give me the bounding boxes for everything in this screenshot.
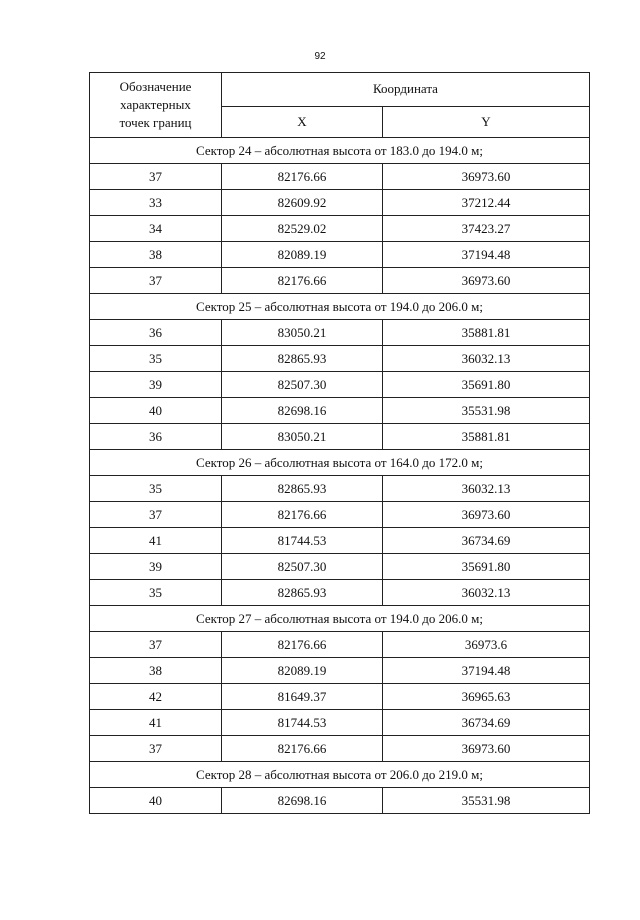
y-cell: 36032.13 [383, 580, 590, 606]
x-cell: 81744.53 [222, 710, 383, 736]
table-row [90, 580, 590, 606]
x-cell: 82698.16 [222, 398, 383, 424]
x-cell: 82698.16 [222, 788, 383, 814]
point-cell: 35 [90, 580, 222, 606]
point-cell: 35 [90, 346, 222, 372]
x-header: X [222, 106, 383, 137]
point-cell: 42 [90, 684, 222, 710]
table-row [90, 164, 590, 190]
point-cell: 36 [90, 424, 222, 450]
x-cell: 82176.66 [222, 736, 383, 762]
point-cell: 41 [90, 710, 222, 736]
point-cell: 40 [90, 398, 222, 424]
table-row [90, 424, 590, 450]
y-cell: 36973.60 [383, 164, 590, 190]
point-cell: 39 [90, 554, 222, 580]
y-cell: 36973.60 [383, 502, 590, 528]
coordinates-table [89, 72, 590, 814]
table-row [90, 190, 590, 216]
point-cell: 37 [90, 268, 222, 294]
x-cell: 82609.92 [222, 190, 383, 216]
sector-heading-row [90, 294, 590, 320]
table-row [90, 736, 590, 762]
x-cell: 81744.53 [222, 528, 383, 554]
point-cell: 38 [90, 658, 222, 684]
point-cell: 40 [90, 788, 222, 814]
x-cell: 82507.30 [222, 372, 383, 398]
table-row [90, 372, 590, 398]
sector-heading-row [90, 138, 590, 164]
sector-title: Сектор 28 – абсолютная высота от 206.0 до 219.0 м; [90, 762, 590, 788]
x-cell: 82176.66 [222, 632, 383, 658]
point-cell: 36 [90, 320, 222, 346]
x-cell: 82865.93 [222, 476, 383, 502]
y-cell: 36032.13 [383, 476, 590, 502]
table-row [90, 684, 590, 710]
sector-title: Сектор 25 – абсолютная высота от 194.0 до 206.0 м; [90, 294, 590, 320]
table-row [90, 268, 590, 294]
x-cell: 82507.30 [222, 554, 383, 580]
table-row [90, 502, 590, 528]
x-cell: 82529.02 [222, 216, 383, 242]
sector-heading-row [90, 450, 590, 476]
point-label-line: Обозначение [119, 79, 192, 94]
y-cell: 35691.80 [383, 372, 590, 398]
coordinate-header: Координата [222, 73, 590, 107]
point-label-header [90, 73, 222, 138]
point-cell: 37 [90, 736, 222, 762]
y-cell: 36973.60 [383, 268, 590, 294]
point-cell: 37 [90, 164, 222, 190]
y-cell: 36973.6 [383, 632, 590, 658]
x-cell: 83050.21 [222, 320, 383, 346]
y-header: Y [383, 106, 590, 137]
table-row [90, 242, 590, 268]
y-cell: 36734.69 [383, 710, 590, 736]
point-label-line: точек границ [119, 115, 192, 130]
table-row [90, 216, 590, 242]
x-cell: 82176.66 [222, 164, 383, 190]
sector-title: Сектор 26 – абсолютная высота от 164.0 до 172.0 м; [90, 450, 590, 476]
coordinates-table-body [90, 73, 590, 814]
page-number: 92 [314, 51, 326, 62]
point-cell: 37 [90, 502, 222, 528]
x-cell: 81649.37 [222, 684, 383, 710]
point-label-line: характерных [120, 97, 191, 112]
y-cell: 37212.44 [383, 190, 590, 216]
table-row [90, 710, 590, 736]
y-cell: 36734.69 [383, 528, 590, 554]
header-row [90, 73, 590, 107]
table-row [90, 788, 590, 814]
x-cell: 82176.66 [222, 268, 383, 294]
x-cell: 82865.93 [222, 580, 383, 606]
x-cell: 83050.21 [222, 424, 383, 450]
x-cell: 82865.93 [222, 346, 383, 372]
table-row [90, 658, 590, 684]
x-cell: 82089.19 [222, 242, 383, 268]
y-cell: 36032.13 [383, 346, 590, 372]
sector-title: Сектор 27 – абсолютная высота от 194.0 до 206.0 м; [90, 606, 590, 632]
point-cell: 33 [90, 190, 222, 216]
point-cell: 39 [90, 372, 222, 398]
point-cell: 35 [90, 476, 222, 502]
y-cell: 37423.27 [383, 216, 590, 242]
y-cell: 37194.48 [383, 242, 590, 268]
table-row [90, 554, 590, 580]
table-row [90, 398, 590, 424]
point-cell: 37 [90, 632, 222, 658]
y-cell: 35881.81 [383, 424, 590, 450]
point-cell: 41 [90, 528, 222, 554]
table-row [90, 476, 590, 502]
y-cell: 35531.98 [383, 788, 590, 814]
x-cell: 82089.19 [222, 658, 383, 684]
point-cell: 34 [90, 216, 222, 242]
y-cell: 37194.48 [383, 658, 590, 684]
table-row [90, 528, 590, 554]
y-cell: 36965.63 [383, 684, 590, 710]
table-row [90, 632, 590, 658]
point-cell: 38 [90, 242, 222, 268]
y-cell: 36973.60 [383, 736, 590, 762]
x-cell: 82176.66 [222, 502, 383, 528]
table-row [90, 346, 590, 372]
sector-title: Сектор 24 – абсолютная высота от 183.0 до 194.0 м; [90, 138, 590, 164]
sector-heading-row [90, 762, 590, 788]
y-cell: 35531.98 [383, 398, 590, 424]
y-cell: 35881.81 [383, 320, 590, 346]
table-row [90, 320, 590, 346]
y-cell: 35691.80 [383, 554, 590, 580]
sector-heading-row [90, 606, 590, 632]
